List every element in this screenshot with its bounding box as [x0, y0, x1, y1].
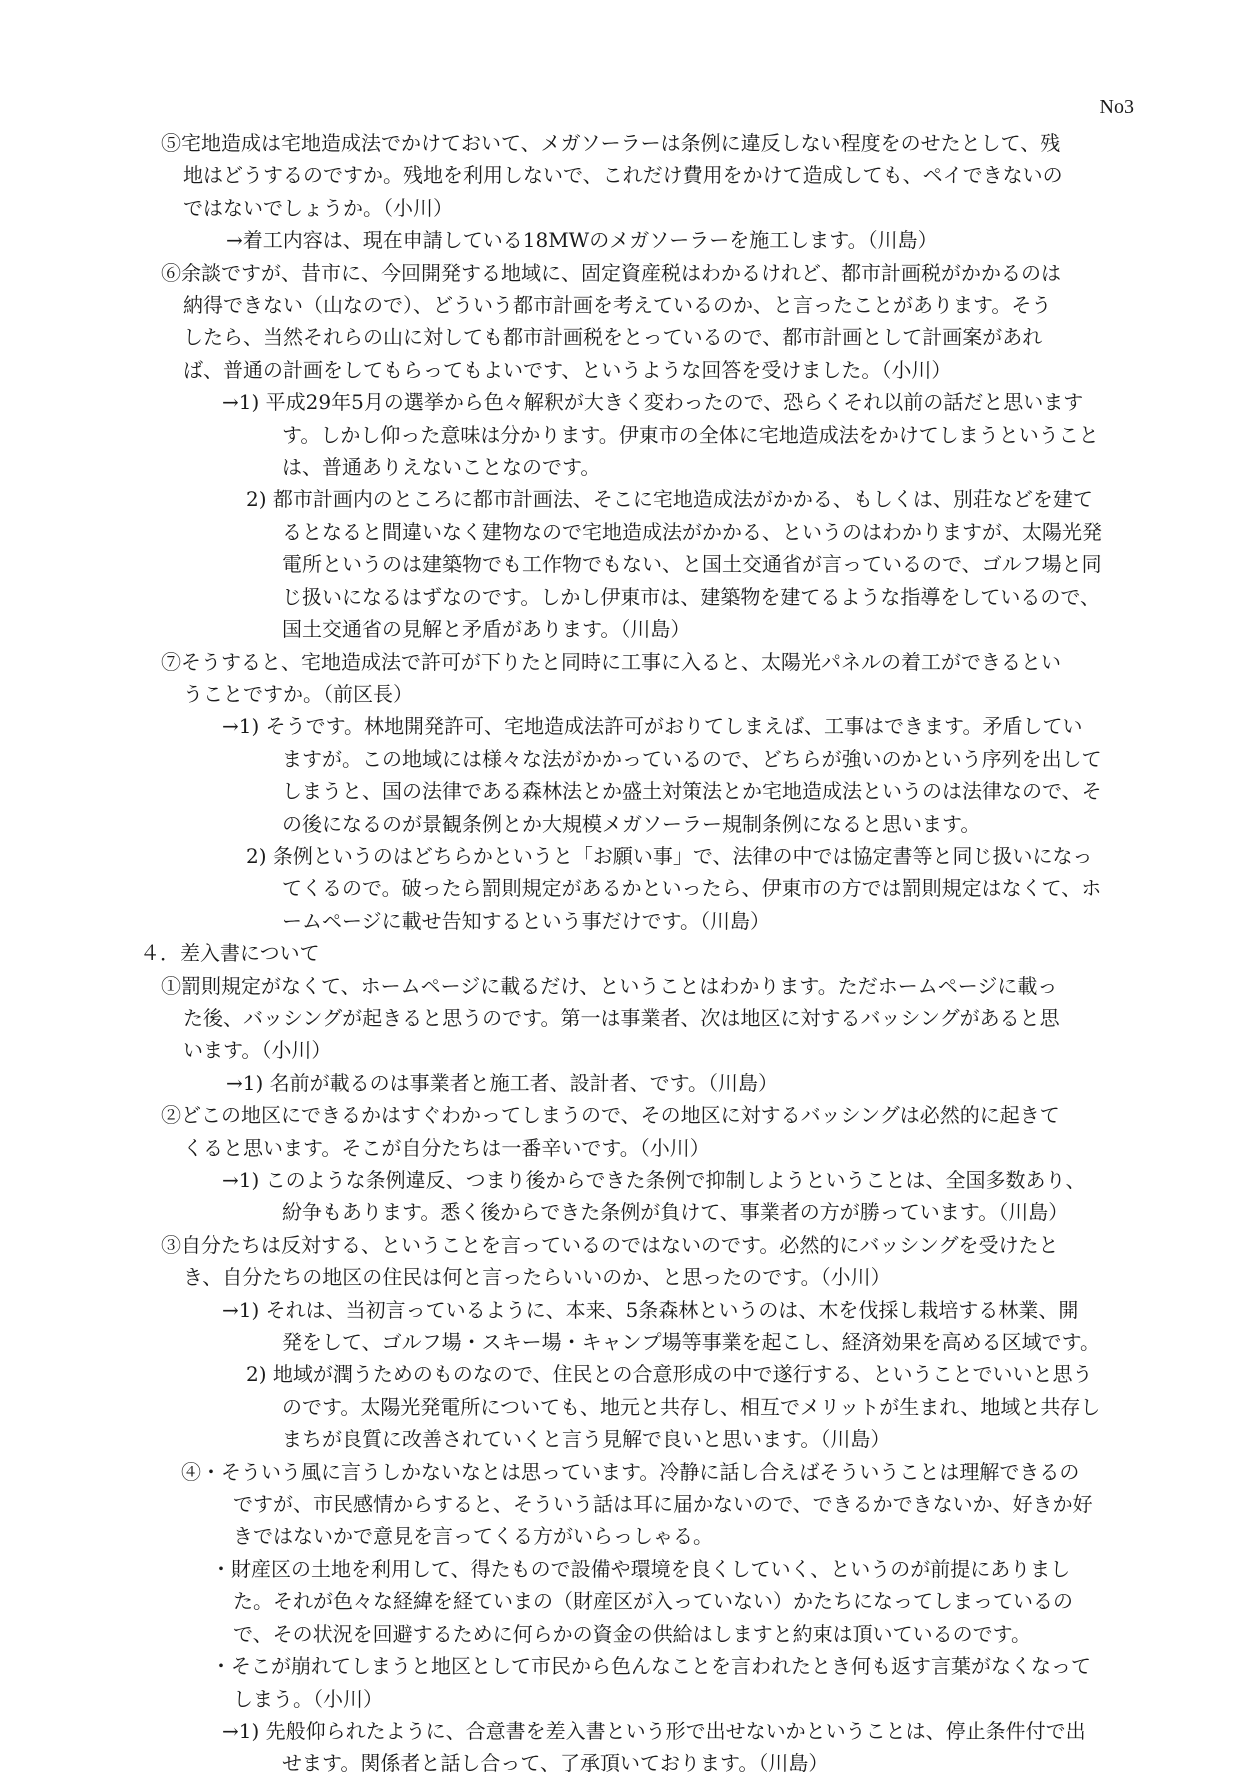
text-block [140, 840, 1150, 937]
text-line: き、自分たちの地区の住民は何と言ったらいいのか、と思ったのです。（小川） [183, 1265, 891, 1290]
text-line: くると思います。そこが自分たちは一番辛いです。（小川） [183, 1135, 710, 1160]
text-block [140, 1067, 1150, 1099]
text-line: るとなると間違いなく建物なので宅地造成法がかかる、というのはわかりますが、太陽光発 [282, 519, 1102, 544]
text-line: きではないかで意見を言ってくる方がいらっしゃる。 [233, 1524, 713, 1549]
text-line: ・財産区の土地を利用して、得たもので設備や環境を良くしていく、というのが前提にありまし [211, 1556, 1071, 1581]
text-line: ますが。この地域には様々な法がかかっているので、どちらが強いのかという序列を出して [282, 746, 1102, 771]
text-line: ４．差入書について [140, 941, 320, 966]
text-line: 納得できない（山なので）、どういう都市計画を考えているのか、と言ったことがあります。そう [183, 293, 1052, 318]
text-line: は、普通ありえないことなのです。 [282, 455, 601, 480]
text-line: のです。太陽光発電所についても、地元と共存し、相互でメリットが生まれ、地域と共存し [282, 1394, 1101, 1419]
text-block [140, 970, 1150, 1067]
text-line: 発をして、ゴルフ場・スキー場・キャンプ場等事業を起こし、経済効果を高める区域です。 [282, 1330, 1100, 1355]
text-block [140, 1650, 1150, 1715]
text-line: ・そこが崩れてしまうと地区として市民から色んなことを言われたとき何も返す言葉がなくなって [211, 1654, 1091, 1679]
text-line: 地はどうするのですか。残地を利用しないで、これだけ費用をかけて造成しても、ペイできないの [183, 163, 1063, 188]
text-line: ですが、市民感情からすると、そういう話は耳に届かないので、できるかできないか、好きか好 [233, 1492, 1093, 1517]
text-line: います。（小川） [183, 1038, 332, 1063]
text-line: ではないでしょうか。（小川） [183, 195, 453, 220]
text-block [140, 483, 1150, 645]
text-line: ③自分たちは反対する、ということを言っているのではないのです。必然的にバッシングを受けたと [161, 1232, 1059, 1257]
text-block [140, 1099, 1150, 1164]
text-line: したら、当然それらの山に対しても都市計画税をとっているので、都市計画として計画案があれ [183, 325, 1043, 350]
text-block [140, 1164, 1150, 1229]
text-line: ④・そういう風に言うしかないなとは思っています。冷静に話し合えばそういうことは理解できるの [181, 1459, 1080, 1484]
text-line: た。それが色々な経緯を経ていまの（財産区が入っていない）かたちになってしまっているの [233, 1589, 1073, 1614]
text-line: ⑤宅地造成は宅地造成法でかけておいて、メガソーラーは条例に違反しない程度をのせたとして、残 [161, 131, 1061, 155]
text-line: →着工内容は、現在申請している18MWのメガソーラーを施工します。（川島） [226, 228, 938, 253]
text-line: ば、普通の計画をしてもらってもよいです、というような回答を受けました。（小川） [183, 357, 952, 382]
text-line: 紛争もあります。悉く後からできた条例が負けて、事業者の方が勝っています。（川島） [282, 1200, 1069, 1225]
document-body [140, 127, 1150, 1780]
text-line: 電所というのは建築物でも工作物でもない、と国土交通省が言っているので、ゴルフ場と同 [282, 552, 1102, 577]
text-line: ームページに載せ告知するという事だけです。（川島） [282, 908, 770, 933]
text-block [140, 1229, 1150, 1294]
text-line: →1) 平成29年5月の選挙から色々解釈が大きく変わったので、恐らくそれ以前の話だと思います [222, 390, 1084, 415]
text-block [140, 1553, 1150, 1650]
text-block [140, 386, 1150, 483]
text-line: ⑦そうすると、宅地造成法で許可が下りたと同時に工事に入ると、太陽光パネルの着工ができるとい [161, 649, 1061, 674]
text-line: 2) 都市計画内のところに都市計画法、そこに宅地造成法がかかる、もしくは、別荘などを建て [246, 487, 1093, 512]
text-block [140, 1358, 1150, 1455]
text-block [140, 1456, 1150, 1553]
text-block [140, 224, 1150, 256]
text-line: ⑥余談ですが、昔市に、今回開発する地域に、固定資産税はわかるけれど、都市計画税がかかるのは [161, 260, 1061, 285]
text-line: しまう。（小川） [233, 1686, 383, 1711]
text-line: うことですか。（前区長） [183, 681, 413, 706]
text-line: す。しかし仰った意味は分かります。伊東市の全体に宅地造成法をかけてしまうということ [282, 422, 1099, 447]
text-line: の後になるのが景観条例とか大規模メガソーラー規制条例になると思います。 [282, 811, 981, 836]
text-block [140, 257, 1150, 387]
text-block [140, 710, 1150, 840]
text-line: ②どこの地区にできるかはすぐわかってしまうので、その地区に対するバッシングは必然的に起きて [161, 1103, 1060, 1128]
text-line: →1) そうです。林地開発許可、宅地造成法許可がおりてしまえば、工事はできます。矛盾してい [222, 714, 1083, 739]
text-line: 2) 地域が潤うためのものなので、住民との合意形成の中で遂行する、ということでいいと思う [246, 1362, 1093, 1387]
text-line: 2) 条例というのはどちらかというと「お願い事」で、法律の中では協定書等と同じ扱いになっ [246, 843, 1093, 868]
text-line: しまうと、国の法律である森林法とか盛土対策法とか宅地造成法というのは法律なので、そ [282, 779, 1102, 804]
text-line: ①罰則規定がなくて、ホームページに載るだけ、ということはわかります。ただホームページに載っ [161, 973, 1058, 998]
text-line: →1) 先般仰られたように、合意書を差入書という形で出せないかということは、停止条件付で出 [222, 1718, 1086, 1743]
text-block [140, 1715, 1150, 1780]
text-line: →1) 名前が載るのは事業者と施工者、設計者、です。（川島） [226, 1070, 779, 1095]
text-line: →1) このような条例違反、つまり後からできた条例で抑制しようということは、全国多数あり、 [222, 1168, 1086, 1192]
text-line: てくるので。破ったら罰則規定があるかといったら、伊東市の方では罰則規定はなくて、ホ [282, 876, 1102, 901]
text-line: せます。関係者と話し合って、了承頂いております。（川島） [282, 1751, 829, 1776]
page-number: No3 [1099, 96, 1134, 118]
text-block [140, 646, 1150, 711]
section-heading [140, 937, 1150, 969]
text-line: →1) それは、当初言っているように、本来、5条森林というのは、木を伐採し栽培する林業、開 [222, 1297, 1079, 1322]
text-line: まちが良質に改善されていくと言う見解で良いと思います。（川島） [282, 1427, 891, 1452]
text-line: で、その状況を回避するために何らかの資金の供給はしますと約束は頂いているのです。 [233, 1621, 1031, 1646]
text-line: た後、バッシングが起きると思うのです。第一は事業者、次は地区に対するバッシングがあると思 [183, 1005, 1060, 1030]
text-block [140, 1294, 1150, 1359]
text-line: 国土交通省の見解と矛盾があります。（川島） [282, 617, 691, 642]
text-block [140, 127, 1150, 224]
text-line: じ扱いになるはずなのです。しかし伊東市は、建築物を建てるような指導をしているので、 [282, 584, 1100, 609]
